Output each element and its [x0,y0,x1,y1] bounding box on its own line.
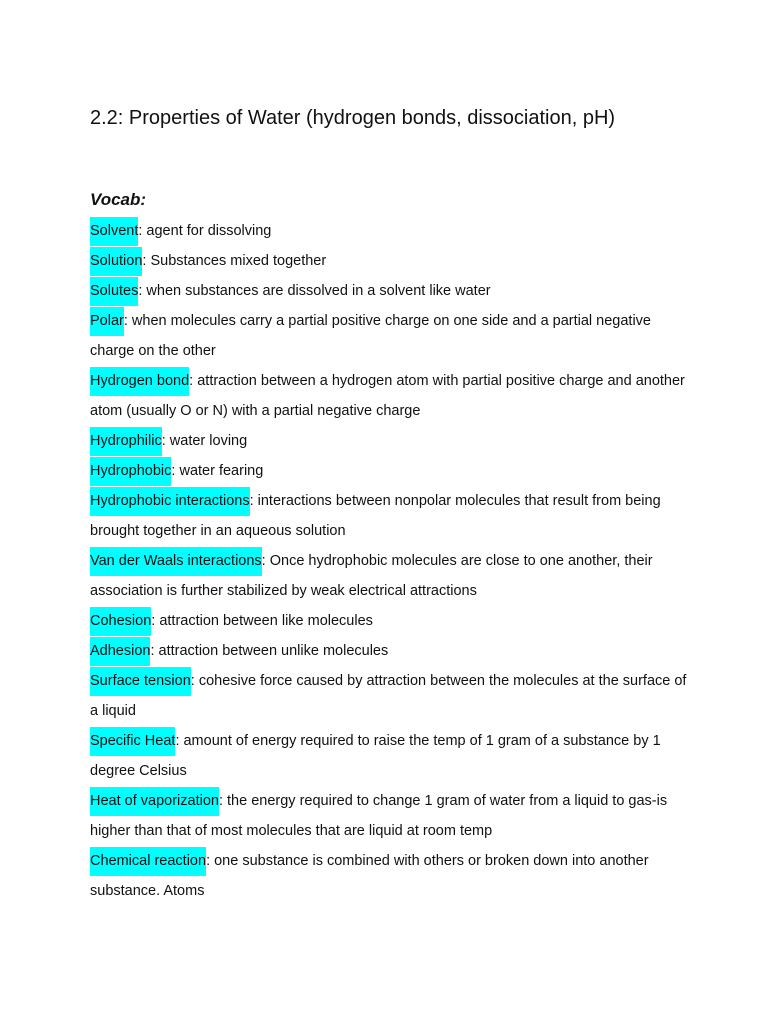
vocab-definition: : cohesive force caused by attraction between the molecules at the surface of a liquid [90,673,687,719]
vocab-term: Specific Heat [90,727,175,756]
vocab-definition: : amount of energy required to raise the temp of 1 gram of a substance by 1 degree Celsius [90,733,661,779]
vocab-definition: : Once hydrophobic molecules are close to one another, their association is further stabilized by weak electrical attractions [90,553,653,599]
vocab-term: Hydrophobic [90,457,171,486]
vocab-entry-hydrophobic-interactions [90,486,690,546]
vocab-term: Cohesion [90,607,151,636]
vocab-definition: : attraction between like molecules [151,613,373,629]
vocab-entry-adhesion [90,636,690,666]
vocab-entry-hydrophobic [90,456,690,486]
vocab-term: Adhesion [90,637,150,666]
vocab-definition: : when molecules carry a partial positive charge on one side and a partial negative charge on the other [90,313,651,359]
vocab-definition: : water loving [161,433,248,449]
vocab-term: Surface tension [90,667,191,696]
vocab-entry-solutes [90,276,690,306]
vocab-entry-hydrophilic [90,426,690,456]
vocab-definition: : water fearing [171,463,264,479]
vocab-entry-solvent [90,216,690,246]
vocab-list [90,216,690,906]
vocab-term: Van der Waals interactions [90,547,262,576]
vocab-definition: : Substances mixed together [142,253,327,269]
vocab-term: Solvent [90,217,138,246]
vocab-entry-chemical-reaction [90,846,690,906]
vocab-term: Solutes [90,277,138,306]
vocab-heading: Vocab: [90,190,147,209]
vocab-definition: : when substances are dissolved in a solvent like water [138,283,491,299]
vocab-definition: : the energy required to change 1 gram of water from a liquid to gas-is higher than that of most molecules that are liquid at room temp [90,793,668,839]
vocab-entry-surface-tension [90,666,690,726]
vocab-definition: : agent for dissolving [138,223,272,239]
vocab-definition: : one substance is combined with others or broken down into another substance. Atoms [90,853,649,899]
page-title: 2.2: Properties of Water (hydrogen bonds, dissociation, pH) [90,107,616,129]
vocab-term: Solution [90,247,142,276]
vocab-entry-polar [90,306,690,366]
vocab-entry-cohesion [90,606,690,636]
vocab-entry-specific-heat [90,726,690,786]
vocab-entry-heat-of-vaporization [90,786,690,846]
vocab-entry-van-der-waals [90,546,690,606]
vocab-definition: : attraction between a hydrogen atom with partial positive charge and another atom (usually O or N) with a partial negative charge [90,373,685,419]
vocab-definition: : attraction between unlike molecules [150,643,389,659]
vocab-definition: : interactions between nonpolar molecules that result from being brought together in an aqueous solution [90,493,661,539]
vocab-entry-solution [90,246,690,276]
vocab-term: Heat of vaporization [90,787,219,816]
vocab-term: Chemical reaction [90,847,206,876]
vocab-term: Hydrogen bond [90,367,189,396]
vocab-entry-hydrogen-bond [90,366,690,426]
vocab-term: Polar [90,307,124,336]
vocab-term: Hydrophilic [90,427,162,456]
vocab-term: Hydrophobic interactions [90,487,250,516]
